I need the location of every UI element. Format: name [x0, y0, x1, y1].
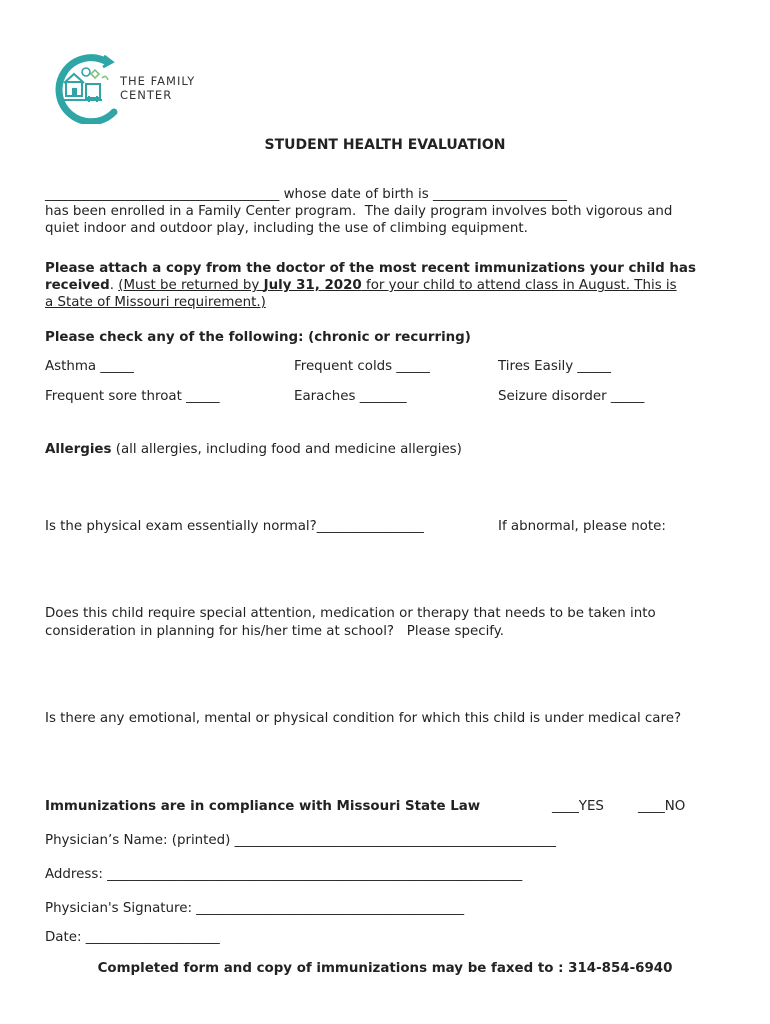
- special-attention-line-1: Does this child require special attention, medication or therapy that needs to be taken into: [45, 606, 656, 621]
- check-frequent-colds[interactable]: Frequent colds _____: [294, 359, 430, 374]
- logo-line-1: THE FAMILY: [120, 74, 196, 88]
- allergies-label: Allergies: [45, 442, 112, 457]
- date-field[interactable]: Date: ____________________: [45, 930, 220, 945]
- attach-instruction-line-3: a State of Missouri requirement.): [45, 295, 266, 310]
- intro-line-3: quiet indoor and outdoor play, including the use of climbing equipment.: [45, 221, 528, 236]
- address-field[interactable]: Address: ______________________________________________________________: [45, 867, 523, 882]
- attach-instruction-line-2: [45, 278, 677, 293]
- logo-line-2: CENTER: [120, 88, 173, 102]
- physician-signature-field[interactable]: Physician's Signature: ________________________________________: [45, 901, 465, 916]
- received-label: received: [45, 278, 110, 293]
- logo-wordmark: [120, 74, 195, 102]
- special-attention-line-2: consideration in planning for his/her time at school? Please specify.: [45, 624, 505, 639]
- abnormal-note-label: If abnormal, please note:: [498, 519, 666, 534]
- allergies-field[interactable]: [45, 442, 462, 457]
- child-name-dob-line: ___________________________________ whose date of birth is ____________________: [45, 187, 567, 202]
- check-sore-throat[interactable]: Frequent sore throat _____: [45, 389, 220, 404]
- check-seizure-disorder[interactable]: Seizure disorder _____: [498, 389, 645, 404]
- immunization-compliance-label: Immunizations are in compliance with Missouri State Law: [45, 799, 481, 814]
- attach-instruction-line-1: Please attach a copy from the doctor of the most recent immunizations your child has: [45, 261, 696, 276]
- deadline-note-b: for your child to attend class in August. This is: [361, 278, 677, 293]
- period: .: [109, 278, 119, 293]
- check-asthma[interactable]: Asthma _____: [45, 359, 134, 374]
- medical-care-question: Is there any emotional, mental or physical condition for which this child is under medical care?: [45, 711, 682, 726]
- allergies-note: (all allergies, including food and medicine allergies): [111, 442, 462, 457]
- page-title: STUDENT HEALTH EVALUATION: [264, 137, 506, 153]
- check-earaches[interactable]: Earaches _______: [294, 389, 407, 404]
- deadline-date: July 31, 2020: [263, 278, 362, 293]
- check-tires-easily[interactable]: Tires Easily _____: [498, 359, 611, 374]
- deadline-note-a: (Must be returned by: [118, 278, 264, 293]
- checklist-heading: Please check any of the following: (chronic or recurring): [45, 330, 471, 345]
- physical-exam-question[interactable]: Is the physical exam essentially normal?________________: [45, 519, 424, 534]
- intro-line-2: has been enrolled in a Family Center program. The daily program involves both vigorous and: [45, 204, 673, 219]
- immunization-no-field[interactable]: ____NO: [638, 799, 686, 814]
- immunization-yes-field[interactable]: ____YES: [552, 799, 604, 814]
- physician-name-field[interactable]: Physician’s Name: (printed) ________________________________________________: [45, 833, 557, 848]
- fax-instructions: Completed form and copy of immunizations may be faxed to : 314-854-6940: [97, 961, 673, 976]
